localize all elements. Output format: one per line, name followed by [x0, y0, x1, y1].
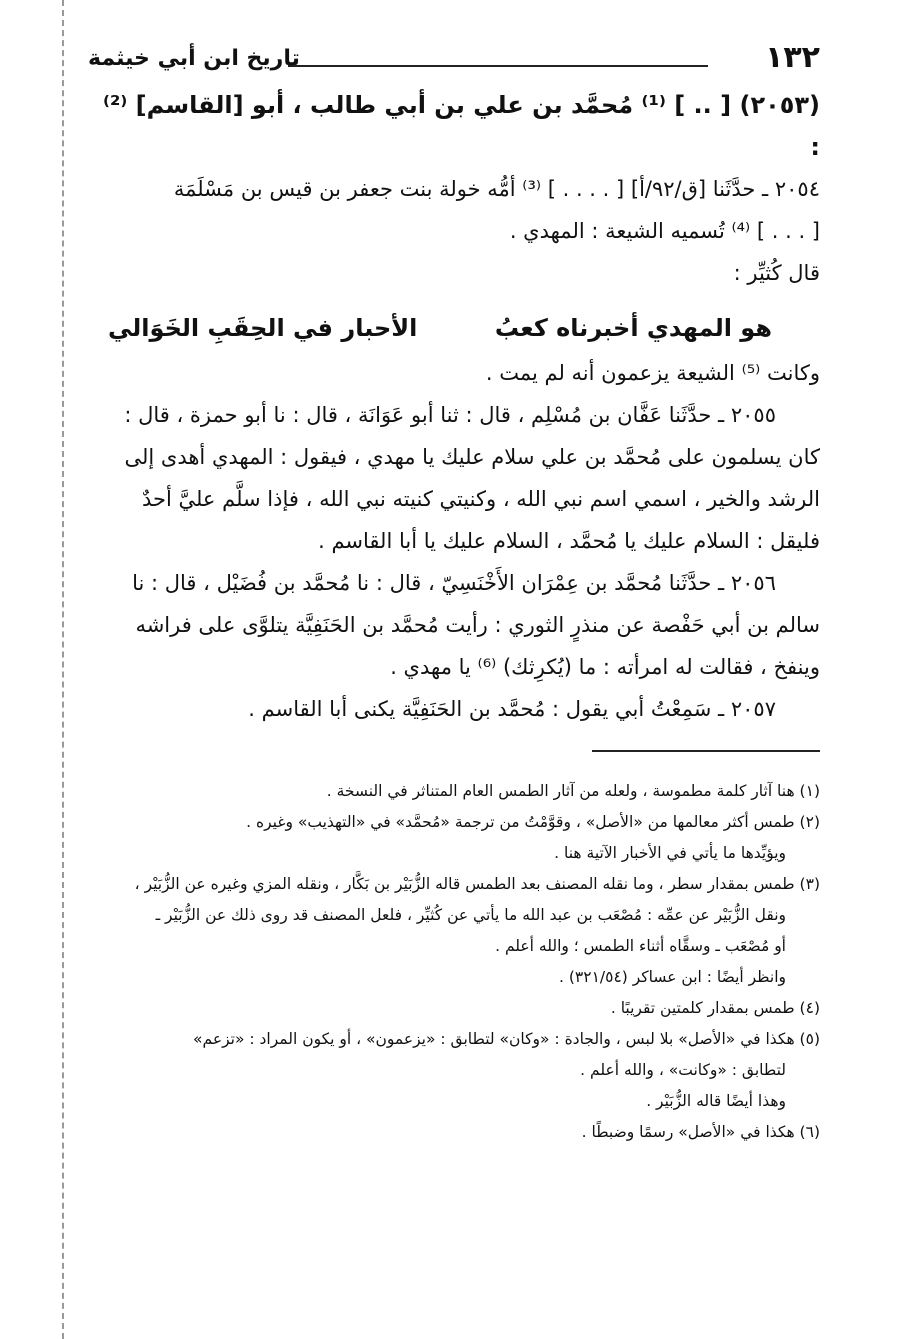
- footnote-line: (٥) هكذا في «الأصل» بلا لبس ، والجادة : «وكان» لتطابق : «يزعمون» ، أو يكون المراد : «تزعم»: [193, 1030, 820, 1048]
- footnote-line: ويؤيِّدها ما يأتي في الأخبار الآتية هنا .: [554, 844, 786, 862]
- verse-first-hemistich: هو المهدي أخبرناه كعبُ: [494, 314, 772, 342]
- text-line: وكانت ⁽⁵⁾ الشيعة يزعمون أنه لم يمت .: [485, 361, 820, 385]
- footnote-line: أو مُصْعَب ـ وسقَّاه أثناء الطمس ؛ والله أعلم .: [495, 937, 786, 955]
- hadith-2056-line: وينفخ ، فقالت له امرأته : ما (يُكرِثك) ⁽⁶⁾ يا مهدي .: [390, 655, 820, 679]
- hadith-2055-line: فليقل : السلام عليك يا مُحمَّد ، السلام عليك يا أبا القاسم .: [318, 529, 820, 553]
- footnote-line: ونقل الزُّبَيْر عن عمِّه : مُصْعَب بن عبد الله ما يأتي عن كُثيِّر ، فلعل المصنف قد روى ذلك عن الزُّبَيْر ـ: [155, 906, 786, 924]
- footnote-line: (٣) طمس بمقدار سطر ، وما نقله المصنف بعد الطمس قاله الزُّبَيْر بن بَكَّار ، ونقله المزي وغيره عن الزُّبَيْر ،: [134, 875, 820, 893]
- text-line: ٢٠٥٤ ـ حدَّثَنا [ق/٩٢/أ] [ . . . . ] ⁽³⁾ أمُّه خولة بنت جعفر بن قيس بن مَسْلَمَة: [173, 177, 820, 201]
- text-line: [ . . . ] ⁽⁴⁾ تُسميه الشيعة : المهدي .: [509, 219, 820, 243]
- footnote-line: (٢) طمس أكثر معالمها من «الأصل» ، وقوَّمْتُ من ترجمة «مُحمَّد» في «التهذيب» وغيره .: [246, 813, 820, 831]
- verse-second-hemistich: الأحبار في الحِقَبِ الخَوَالي: [108, 314, 418, 342]
- hadith-2055-line: ٢٠٥٥ ـ حدَّثَنا عَفَّان بن مُسْلِم ، قال : ثنا أبو عَوَانَة ، قال : نا أبو حمزة ، قال :: [124, 403, 776, 427]
- hadith-2055-line: كان يسلمون على مُحمَّد بن علي سلام عليك يا مهدي ، فيقول : المهدي أهدى إلى: [124, 445, 820, 469]
- footnote-line: (٤) طمس بمقدار كلمتين تقريبًا .: [610, 999, 820, 1017]
- footnote-line: لتطابق : «وكانت» ، والله أعلم .: [580, 1061, 786, 1079]
- footnote-separator: [88, 750, 820, 752]
- binding-gutter-line: [62, 0, 64, 1339]
- main-text: [88, 84, 820, 730]
- poetry-verse: [88, 308, 820, 348]
- footnote-rule: [592, 750, 820, 752]
- footnote-line: وانظر أيضًا : ابن عساكر (٣٢١/٥٤) .: [559, 968, 786, 986]
- running-header: [88, 38, 820, 84]
- footnote-line: وهذا أيضًا قاله الزُّبَيْر .: [646, 1092, 786, 1110]
- text-line: قال كُثيِّر :: [733, 261, 820, 285]
- page-number: ١٣٢: [765, 40, 820, 75]
- entry-heading-2053: (٢٠٥٣) [ .. ] ⁽¹⁾ مُحمَّد بن علي بن أبي طالب ، أبو [القاسم] ⁽²⁾ :: [102, 91, 820, 161]
- footnote-line: (٦) هكذا في «الأصل» رسمًا وضبطًا .: [581, 1123, 820, 1141]
- footnote-line: (١) هنا آثار كلمة مطموسة ، ولعله من آثار الطمس العام المتناثر في النسخة .: [326, 782, 820, 800]
- book-page: [88, 38, 820, 1319]
- footnotes: [88, 776, 820, 1148]
- hadith-2057-line: ٢٠٥٧ ـ سَمِعْتُ أبي يقول : مُحمَّد بن الحَنَفِيَّة يكنى أبا القاسم .: [248, 697, 776, 721]
- header-rule: [288, 65, 708, 67]
- hadith-2055-line: الرشد والخير ، اسمي اسم نبي الله ، وكنيتي كنيته نبي الله ، فإذا سلَّم عليَّ أحدٌ: [141, 487, 820, 511]
- book-title: تاريخ ابن أبي خيثمة: [88, 46, 300, 71]
- hadith-2056-line: سالم بن أبي حَفْصة عن منذرٍ الثوري : رأيت مُحمَّد بن الحَنَفِيَّة يتلوَّى على فراشه: [135, 613, 820, 637]
- hadith-2056-line: ٢٠٥٦ ـ حدَّثَنا مُحمَّد بن عِمْرَان الأَخْنَسِيّ ، قال : نا مُحمَّد بن فُضَيْل ، قال : نا: [132, 571, 776, 595]
